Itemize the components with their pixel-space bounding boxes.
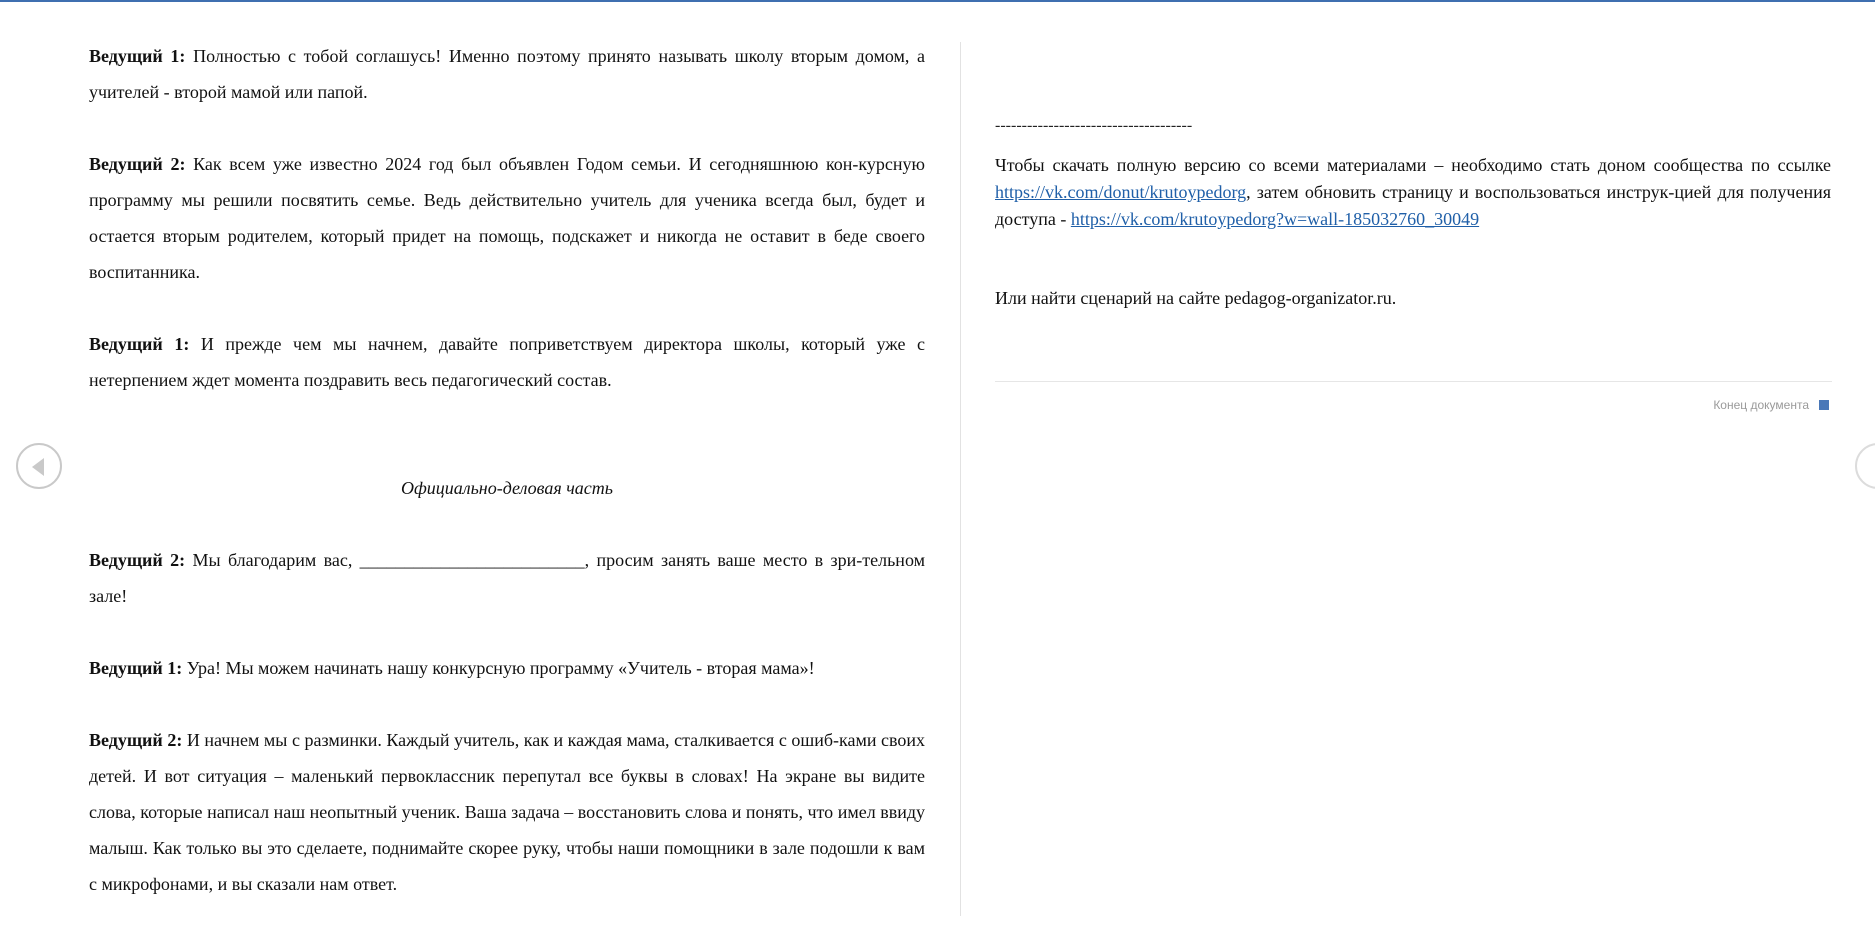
previous-page-button[interactable] [16, 443, 62, 489]
paragraph-text: Полностью с тобой соглашусь! Именно поэтому принято называть школу вторым домом, а учителей - второй мамой или папой. [89, 46, 926, 102]
page-divider [960, 42, 961, 916]
square-icon [1819, 400, 1829, 410]
speaker-label: Ведущий 1: [89, 334, 190, 354]
paragraph-5 [89, 650, 925, 686]
paragraph-2 [89, 146, 925, 290]
paragraph-6 [89, 722, 925, 902]
left-page [89, 38, 925, 902]
separator-line: ------------------------------------- [995, 117, 1193, 134]
end-of-document-marker [1713, 398, 1829, 412]
right-page [995, 38, 1831, 312]
paragraph-1 [89, 38, 925, 110]
speaker-label: Ведущий 2: [89, 550, 186, 570]
site-paragraph: Или найти сценарий на сайте pedagog-organizator.ru. [995, 288, 1397, 308]
speaker-label: Ведущий 1: [89, 46, 186, 66]
wall-post-link[interactable]: https://vk.com/krutoypedorg?w=wall-185032760_30049 [1070, 209, 1480, 229]
top-accent-line [0, 0, 1875, 2]
download-paragraph [995, 152, 1831, 233]
download-text: Чтобы скачать полную версию со всеми материалами – необходимо стать доном сообщества по ссылке [995, 155, 1831, 175]
paragraph-text: И прежде чем мы начнем, давайте поприветствуем директора школы, который уже с нетерпением ждет момента поздравить весь педагогический состав. [89, 334, 925, 390]
download-text-continued: , затем обновить страницу и воспользоваться инструк-цией для получения доступа - [995, 182, 1831, 229]
end-of-document-rule [995, 381, 1832, 382]
donut-link[interactable]: https://vk.com/donut/krutoypedorg [995, 182, 1247, 202]
paragraph-text: Мы благодарим вас, _________________________, просим занять ваше место в зри-тельном зале! [89, 550, 925, 606]
next-page-button[interactable] [1855, 443, 1875, 489]
end-of-document-label: Конец документа [1713, 398, 1809, 412]
paragraph-text: Как всем уже известно 2024 год был объявлен Годом семьи. И сегодняшнюю кон-курсную программу мы решили посвятить семье. Ведь действительно учитель для ученика всегда был, будет и остается вторым родителем, который придет на помощь, подскажет и никогда не оставит в беде своего воспитанника. [89, 154, 925, 282]
paragraph-text: И начнем мы с разминки. Каждый учитель, как и каждая мама, сталкивается с ошиб-ками своих детей. И вот ситуация – маленький первоклассник перепутал все буквы в словах! На экране вы видите слова, которые написал наш неопытный ученик. Ваша задача – восстановить слова и понять, что имел ввиду малыш. Как только вы это сделаете, поднимайте скорее руку, чтобы наши помощники в зале подошли к вам с микрофонами, и вы сказали нам ответ. [89, 730, 926, 894]
chevron-left-icon [32, 458, 44, 476]
paragraph-text: Ура! Мы можем начинать нашу конкурсную программу «Учитель - вторая мама»! [182, 658, 815, 678]
speaker-label: Ведущий 2: [89, 154, 186, 174]
section-heading: Официально-деловая часть [400, 478, 613, 498]
paragraph-4 [89, 542, 925, 614]
paragraph-3 [89, 326, 925, 398]
speaker-label: Ведущий 1: [89, 658, 183, 678]
speaker-label: Ведущий 2: [89, 730, 183, 750]
